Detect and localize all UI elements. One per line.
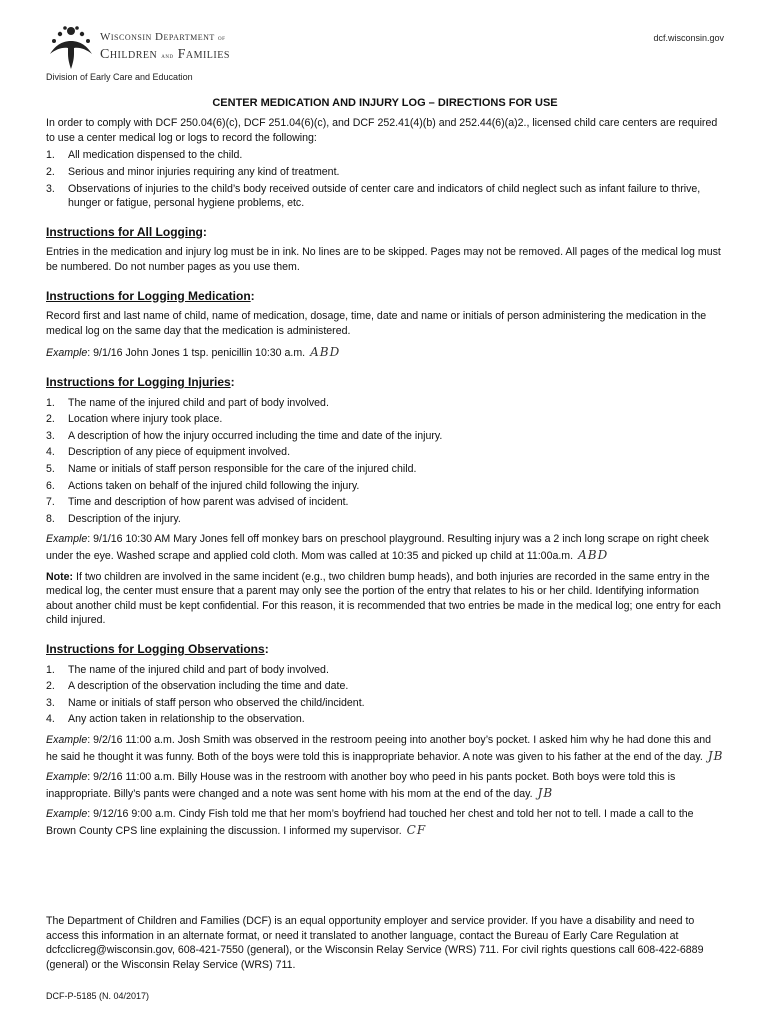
logo-line1: Wisconsin Department bbox=[100, 30, 215, 43]
list-item: 3. A description of how the injury occurred including the time and date of the injury. bbox=[46, 429, 443, 442]
footer-disclaimer: The Department of Children and Families (DCF) is an equal opportunity employer and service provider. If you have a disability and need to access this information in an alternate format, or need it translated to another language, contact the Bureau of Early Care Regulation at dcfcclicreg@wisconsin.gov, 608-421-7550 (general), or the Wisconsin Relay Service (WRS) 711. For civil rights questions call 608-422-6889 (general) or the Wisconsin Relay Service (WRS) 711. bbox=[46, 915, 704, 971]
document-body bbox=[46, 96, 724, 842]
handwritten-initials: JB bbox=[707, 748, 724, 763]
section-heading-all-logging: Instructions for All Logging: bbox=[46, 224, 207, 239]
list-item: 1. The name of the injured child and part of body involved. bbox=[46, 663, 329, 676]
note-paragraph: Note: If two children are involved in the same incident (e.g., two children bump heads), and both injuries are recorded in the same entry in the medical log, the center must ensure that a parent may only see the portion of the entry that relates to his or her child. Identifying information about another child must be kept confidential. For this reason, it is recommended that two entries be made in the medical log; one entry for each child injured. bbox=[46, 570, 721, 627]
logo-wordmark bbox=[100, 30, 230, 64]
list-item: 1. The name of the injured child and part of body involved. bbox=[46, 396, 329, 409]
observation-example: Example: 9/12/16 9:00 a.m. Cindy Fish told me that her mom’s boyfriend had touched her chest and told her not to tell. I made a call to the Brown County CPS line explaining the discussion. I informed my supervisor. CF bbox=[46, 808, 694, 838]
list-item: 2. A description of the observation including the time and date. bbox=[46, 680, 349, 693]
medication-example: Example: 9/1/16 John Jones 1 tsp. penicillin 10:30 a.m. ABD bbox=[46, 345, 341, 360]
handwritten-initials: ABD bbox=[310, 345, 341, 360]
form-number: DCF-P-5185 (N. 04/2017) bbox=[46, 991, 150, 1001]
all-logging-text: Entries in the medication and injury log must be in ink. No lines are to be skipped. Pages may not be removed. All pages of the medical log must be numbered. Do not number pages as you use them. bbox=[46, 246, 721, 273]
section-heading-injuries: Instructions for Logging Injuries: bbox=[46, 374, 235, 389]
logo-line2b: Families bbox=[177, 46, 230, 62]
list-item: 2. Location where injury took place. bbox=[46, 413, 223, 426]
handwritten-initials: CF bbox=[406, 823, 427, 838]
list-item: 5. Name or initials of staff person responsible for the care of the injured child. bbox=[46, 462, 417, 475]
handwritten-initials: JB bbox=[537, 785, 554, 800]
list-item: 3. Name or initials of staff person who observed the child/incident. bbox=[46, 696, 365, 709]
list-item: 4. Any action taken in relationship to the observation. bbox=[46, 713, 305, 726]
website-url: dcf.wisconsin.gov bbox=[653, 33, 724, 43]
injuries-list bbox=[46, 396, 724, 527]
list-item: 7. Time and description of how parent was advised of incident. bbox=[46, 496, 349, 509]
injury-example: Example: 9/1/16 10:30 AM Mary Jones fell off monkey bars on preschool playground. Resulting injury was a 2 inch long scrape on right cheek under the eye. Washed scrape and applied cold cloth. Mom was called at 10:35 and picked up child at 11:00a.m. ABD bbox=[46, 533, 709, 562]
document-title: CENTER MEDICATION AND INJURY LOG – DIRECTIONS FOR USE bbox=[212, 97, 558, 109]
list-item: 3. Observations of injuries to the child’s body received outside of center care and indicators of child neglect such as infant failure to thrive, hunger or fatigue, personal hygiene problems, etc. bbox=[46, 182, 701, 210]
section-heading-medication: Instructions for Logging Medication: bbox=[46, 288, 255, 303]
list-item: 2. Serious and minor injuries requiring any kind of treatment. bbox=[46, 166, 340, 178]
handwritten-initials: ABD bbox=[578, 548, 609, 562]
observations-list bbox=[46, 663, 724, 727]
list-item: 8. Description of the injury. bbox=[46, 512, 181, 525]
intro-list bbox=[46, 148, 724, 210]
section-heading-observations: Instructions for Logging Observations: bbox=[46, 642, 269, 657]
dcf-logo-icon bbox=[46, 24, 96, 70]
intro-paragraph: In order to comply with DCF 250.04(6)(c), DCF 251.04(6)(c), and DCF 252.41(4)(b) and 252.44(6)(a)2., licensed child care centers are required to use a center medical log or logs to record the following: bbox=[46, 117, 718, 144]
medication-text: Record first and last name of child, name of medication, dosage, time, date and name or initials of person administering the medication in the medical log on the same day that the medication is administered. bbox=[46, 310, 707, 337]
logo-line2-small: and bbox=[161, 51, 174, 60]
logo-line2a: Children bbox=[100, 46, 158, 62]
list-item: 4. Description of any piece of equipment involved. bbox=[46, 446, 291, 459]
observation-example: Example: 9/2/16 11:00 a.m. Billy House was in the restroom with another boy who peed in his pants pocket. Both boys were told this is inappropriate. Billy’s pants were changed and a note was sent home with his mom at the end of the day. JB bbox=[46, 771, 676, 800]
dcf-logo bbox=[46, 24, 230, 70]
logo-line1-small: of bbox=[218, 33, 226, 42]
observation-example: Example: 9/2/16 11:00 a.m. Josh Smith was observed in the restroom peeing into another boy’s pocket. I asked him why he had done this and he said he thought it was funny. Both of the boys were told this is inappropriate behavior. A note was given to his father at the end of the day. JB bbox=[46, 734, 724, 763]
list-item: 6. Actions taken on behalf of the injured child following the injury. bbox=[46, 479, 360, 492]
division-name: Division of Early Care and Education bbox=[46, 72, 193, 82]
list-item: 1. All medication dispensed to the child. bbox=[46, 149, 243, 162]
